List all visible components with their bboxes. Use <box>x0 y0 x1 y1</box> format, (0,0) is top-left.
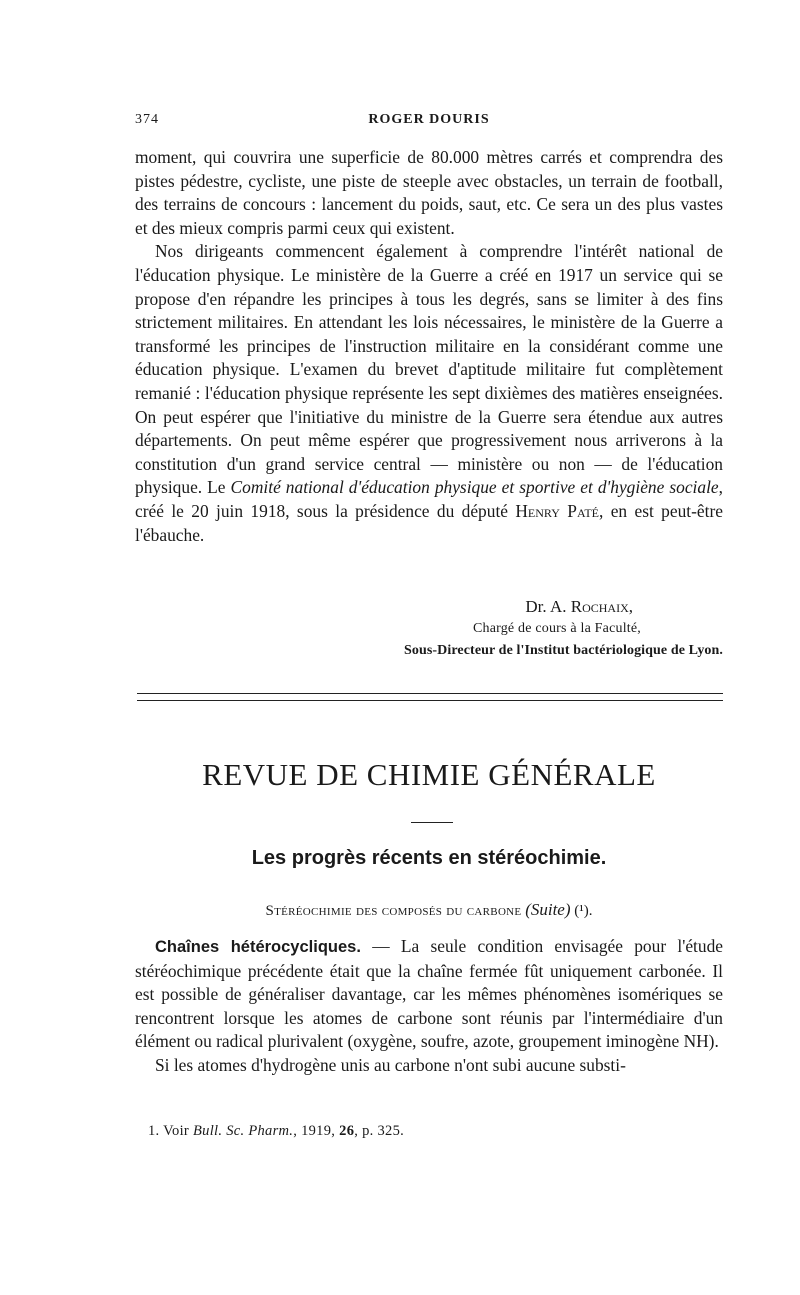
footnote-pages: , p. 325. <box>354 1123 405 1139</box>
author-prefix: Dr. A. <box>525 597 571 616</box>
running-head <box>135 112 723 134</box>
author-affiliation: Sous-Directeur de l'Institut bactériologique de Lyon. <box>403 643 723 658</box>
footnote-year: , 1919, <box>293 1123 340 1139</box>
footnote-journal: Bull. Sc. Pharm. <box>192 1123 294 1139</box>
footnote-reference: (¹). <box>574 903 593 919</box>
paragraph-text: — La seule condition envisagée pour l'étude stéréochimique précédente était que la chaîne fermée fût uniquement carbonée. Il est possible de généraliser davantage, car les mêmes phénomènes isomériques se rencontrent lorsque les atomes de carbone sont réunis par l'intermédiaire d'un élément ou radical plurivalent (oxygène, soufre, azote, groupement iminogène NH). <box>135 936 723 1052</box>
section-divider <box>137 693 723 701</box>
page-number: 374 <box>135 112 159 127</box>
paragraph-physical-education <box>135 240 723 547</box>
paragraph-heterocyclic <box>135 935 723 1054</box>
article-ending-text <box>135 146 723 547</box>
footnote <box>148 1123 723 1140</box>
paragraph-continuation: moment, qui couvrira une superficie de 80.000 mètres carrés et comprendra des pistes pédestre, cycliste, une piste de steeple avec obstacles, un terrain de football, des terrains de concours : lancement du poids, saut, etc. Ce sera un des plus vastes et des mieux compris parmi ceux qui existent. <box>135 147 723 238</box>
author-title: Chargé de cours à la Faculté, <box>472 621 641 636</box>
paragraph-text: , créé le 20 juin 1918, sous la présidence du député <box>135 477 723 521</box>
paragraph-text: Nos dirigeants commencent également à comprendre l'intérêt national de l'éducation physique. Le ministère de la Guerre a créé en 1917 un service qui se propose d'en répandre les principes à tous les degrés, sans se limiter à des fins strictement militaires. En attendant les lois nécessaires, le ministère de la Guerre a transformé les principes de l'instruction militaire en la considérant comme une éducation physique. L'examen du brevet d'aptitude militaire fut complètement remanié : l'éducation physique représente les sept dixièmes des matières enseignées. On peut espérer que l'initiative du ministre de la Guerre sera étendue aux autres départements. On peut même espérer que progressivement nous arriverons à la constitution d'un grand service central — ministère ou non — de l'éducation physique. Le <box>135 241 723 498</box>
section-heading-text: Stéréochimie des composés du carbone <box>265 903 522 919</box>
committee-name: Comité national d'éducation physique et sportive et d'hygiène sociale <box>230 477 719 498</box>
footnote-volume: 26 <box>339 1123 355 1139</box>
chemistry-text <box>135 935 723 1078</box>
article-section-heading <box>135 900 723 920</box>
section-heading-suite: (Suite) <box>525 900 571 919</box>
footnote-prefix: 1. Voir <box>148 1123 193 1139</box>
paragraph-lead: Chaînes hétérocycliques. <box>155 938 361 956</box>
author-signature <box>135 596 723 662</box>
running-title: ROGER DOURIS <box>368 112 490 127</box>
author-name: Rochaix, <box>570 597 633 616</box>
deputy-name: Henry Paté <box>515 500 599 521</box>
title-rule <box>411 822 453 823</box>
paragraph-text: , en est peut-être l'ébauche. <box>135 500 723 545</box>
article-subtitle: Les progrès récents en stéréochimie. <box>251 847 607 869</box>
section-title: REVUE DE CHIMIE GÉNÉRALE <box>202 757 656 792</box>
author-name-line <box>135 596 723 618</box>
paragraph-hydrogen: Si les atomes d'hydrogène unis au carbone n'ont subi aucune substi- <box>155 1054 626 1075</box>
